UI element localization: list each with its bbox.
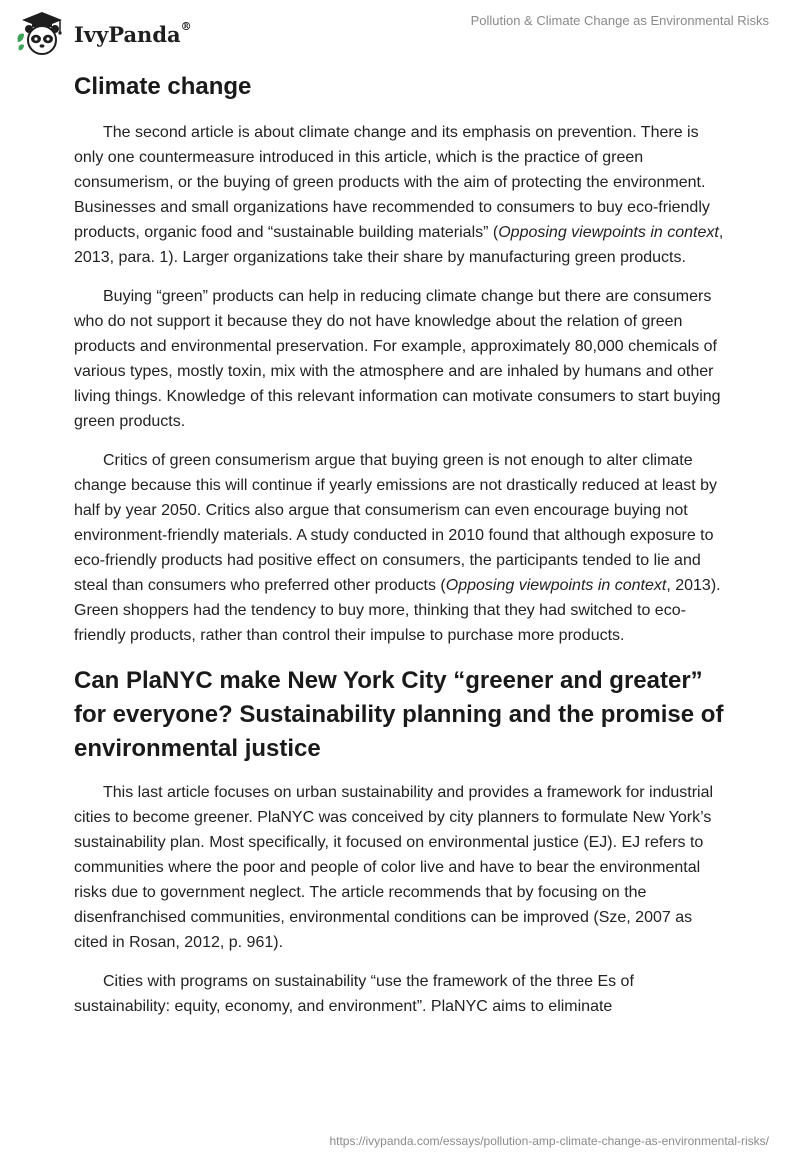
paragraph: The second article is about climate change and its emphasis on prevention. There is only one countermeasure introduced in this article, which is the practice of green consumerism, or the buying of green products with the aim of protecting the environment. Businesses and small organizations have recommended to consumers to buy eco-friendly products, organic food and “sustainable building materials” (Opposing viewpoints in context, 2013, para. 1). Larger organizations take their share by manufacturing green products. bbox=[74, 124, 724, 266]
paragraph: Cities with programs on sustainability “use the framework of the three Es of sustainability: equity, economy, and environment”. PlaNYC aims to eliminate bbox=[74, 973, 634, 1015]
section-heading-planyc: Can PlaNYC make New York City “greener and greater” for everyone? Sustainability planning and the promise of environmental justice bbox=[74, 667, 724, 762]
source-url[interactable]: https://ivypanda.com/essays/pollution-amp-climate-change-as-environmental-risks/ bbox=[329, 1134, 769, 1148]
document-title: Pollution & Climate Change as Environmental Risks bbox=[470, 13, 769, 28]
section-heading-climate-change: Climate change bbox=[74, 73, 252, 100]
page-header bbox=[0, 0, 800, 64]
ivypanda-logo[interactable] bbox=[14, 8, 192, 58]
paragraph: Buying “green” products can help in reducing climate change but there are consumers who do not support it because they do not have knowledge about the relation of green products and environmental preservation. For example, approximately 80,000 chemicals of various types, mostly toxin, mix with the atmosphere and are inhaled by humans and other living things. Knowledge of this relevant information can motivate consumers to start buying green products. bbox=[74, 288, 721, 430]
citation-title: Opposing viewpoints in context bbox=[498, 224, 719, 241]
paragraph: This last article focuses on urban sustainability and provides a framework for industrial cities to become greener. PlaNYC was conceived by city planners to formulate New York’s sustainability plan. Most specifically, it focused on environmental justice (EJ). EJ refers to communities where the poor and people of color live and have to bear the environmental risks due to government neglect. The article recommends that by focusing on the disenfranchised communities, environmental conditions can be improved (Sze, 2007 as cited in Rosan, 2012, p. 961). bbox=[74, 784, 714, 951]
essay-body bbox=[74, 70, 726, 1033]
brand-name: IvyPanda® bbox=[74, 19, 192, 47]
panda-graduate-icon bbox=[14, 8, 70, 58]
paragraph: Critics of green consumerism argue that buying green is not enough to alter climate change because this will continue if yearly emissions are not drastically reduced at least by half by year 2050. Critics also argue that consumerism can even encourage buying not environment-friendly materials. A study conducted in 2010 found that although exposure to eco-friendly products had positive effect on consumers, the participants tended to lie and steal than consumers who preferred other products (Opposing viewpoints in context, 2013). Green shoppers had the tendency to buy more, thinking that they had switched to eco-friendly products, rather than control their impulse to purchase more products. bbox=[74, 452, 721, 644]
citation-title: Opposing viewpoints in context bbox=[445, 577, 667, 594]
registered-mark: ® bbox=[180, 19, 192, 33]
